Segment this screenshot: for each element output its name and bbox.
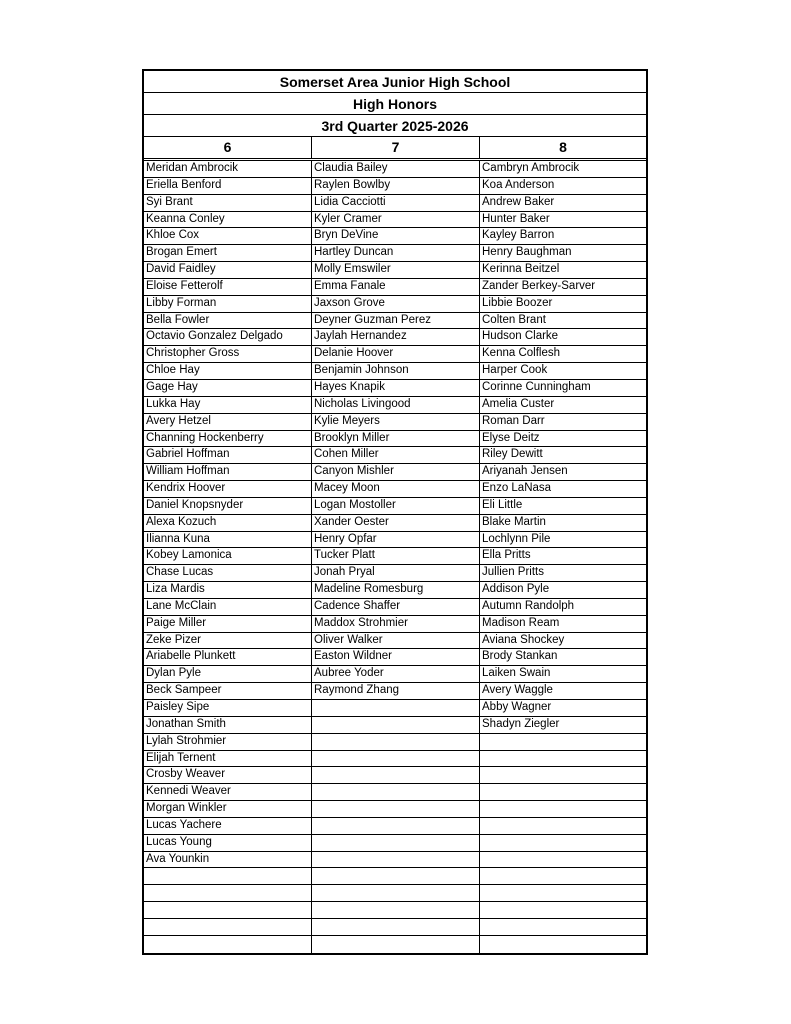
table-row bbox=[144, 734, 646, 751]
grade-6-student-cell: Channing Hockenberry bbox=[144, 431, 312, 447]
honor-title: High Honors bbox=[144, 93, 646, 115]
grade-8-student-cell bbox=[480, 936, 646, 953]
grade-7-student-cell bbox=[312, 700, 480, 716]
grade-7-student-cell: Xander Oester bbox=[312, 515, 480, 531]
table-row bbox=[144, 801, 646, 818]
grade-8-student-cell: Ariyanah Jensen bbox=[482, 465, 568, 478]
grade-8-student-cell: Harper Cook bbox=[482, 364, 548, 377]
table-row bbox=[144, 498, 646, 515]
grade-7-student-cell: Hayes Knapik bbox=[312, 380, 480, 396]
grade-8-student-cell: Roman Darr bbox=[482, 414, 545, 427]
table-row bbox=[144, 212, 646, 229]
grade-6-student-cell: Lylah Strohmier bbox=[144, 734, 312, 750]
grade-8-student-cell: Kayley Barron bbox=[482, 229, 555, 242]
table-row bbox=[144, 296, 646, 313]
grade-7-student-cell: Cohen Miller bbox=[312, 447, 480, 463]
grade-6-student-cell: Bella Fowler bbox=[144, 313, 312, 329]
grade-6-student-cell: Paige Miller bbox=[144, 616, 312, 632]
grade-6-student-cell: Ariabelle Plunkett bbox=[144, 649, 312, 665]
grade-7-student-cell: Easton Wildner bbox=[312, 649, 480, 665]
grade-6-student-cell: Libby Forman bbox=[144, 296, 312, 312]
table-row bbox=[144, 683, 646, 700]
table-row bbox=[144, 447, 646, 464]
grade-6-student-cell: Lucas Yachere bbox=[144, 818, 312, 834]
grade-6-student-cell: Octavio Gonzalez Delgado bbox=[144, 329, 312, 345]
table-row bbox=[144, 700, 646, 717]
table-row bbox=[144, 835, 646, 852]
table-row bbox=[144, 548, 646, 565]
table-row bbox=[144, 380, 646, 397]
grade-7-student-cell: Raylen Bowlby bbox=[312, 178, 480, 194]
grade-8-student-cell: Henry Baughman bbox=[482, 246, 572, 259]
grade-6-student-cell: David Faidley bbox=[144, 262, 312, 278]
table-row bbox=[144, 481, 646, 498]
grade-7-student-cell: Nicholas Livingood bbox=[312, 397, 480, 413]
grade-8-student-cell bbox=[480, 885, 646, 901]
grade-6-student-cell: Dylan Pyle bbox=[144, 666, 312, 682]
table-row bbox=[144, 329, 646, 346]
grade-6-student-cell: Chase Lucas bbox=[144, 565, 312, 581]
table-row bbox=[144, 616, 646, 633]
table-row bbox=[144, 852, 646, 869]
grade-6-student-cell: Avery Hetzel bbox=[144, 414, 312, 430]
grade-6-student-cell bbox=[144, 936, 312, 953]
grade-7-student-cell bbox=[312, 902, 480, 918]
grade-6-student-cell: Morgan Winkler bbox=[144, 801, 312, 817]
table-row bbox=[144, 717, 646, 734]
grade-7-student-cell: Kylie Meyers bbox=[312, 414, 480, 430]
grade-6-student-cell: Kendrix Hoover bbox=[144, 481, 312, 497]
table-row bbox=[144, 515, 646, 532]
grade-7-student-cell: Jonah Pryal bbox=[312, 565, 480, 581]
grade-8-student-cell: Brody Stankan bbox=[482, 650, 558, 663]
grade-8-student-cell: Colten Brant bbox=[482, 313, 546, 326]
grade-8-header: 8 bbox=[559, 139, 567, 155]
grade-8-student-cell: Laiken Swain bbox=[482, 667, 551, 680]
table-row bbox=[144, 532, 646, 549]
table-row bbox=[144, 178, 646, 195]
grade-8-student-cell: Elyse Deitz bbox=[482, 431, 540, 444]
grade-7-student-cell: Jaylah Hernandez bbox=[312, 329, 480, 345]
grade-7-student-cell bbox=[312, 751, 480, 767]
grade-8-student-cell: Jullien Pritts bbox=[482, 566, 544, 579]
table-row bbox=[144, 245, 646, 262]
grade-6-student-cell: Brogan Emert bbox=[144, 245, 312, 261]
grade-6-student-cell: Crosby Weaver bbox=[144, 767, 312, 783]
table-row bbox=[144, 464, 646, 481]
grade-8-student-cell: Autumn Randolph bbox=[482, 599, 575, 612]
grade-7-student-cell: Claudia Bailey bbox=[312, 161, 480, 177]
grade-8-student-cell: Kerinna Beitzel bbox=[482, 263, 560, 276]
grade-6-student-cell: Elijah Ternent bbox=[144, 751, 312, 767]
grade-8-student-cell: Ella Pritts bbox=[482, 549, 531, 562]
table-row bbox=[144, 228, 646, 245]
grade-7-student-cell: Logan Mostoller bbox=[312, 498, 480, 514]
grade-6-student-cell: Khloe Cox bbox=[144, 228, 312, 244]
grade-6-student-cell: Ilianna Kuna bbox=[144, 532, 312, 548]
table-row bbox=[144, 633, 646, 650]
grade-6-student-cell bbox=[144, 919, 312, 935]
grade-7-student-cell: Madeline Romesburg bbox=[312, 582, 480, 598]
grade-7-student-cell: Henry Opfar bbox=[312, 532, 480, 548]
table-row bbox=[144, 414, 646, 431]
grade-8-student-cell: Amelia Custer bbox=[482, 397, 555, 410]
grade-7-student-cell bbox=[312, 818, 480, 834]
table-row bbox=[144, 279, 646, 296]
grade-7-student-cell: Molly Emswiler bbox=[312, 262, 480, 278]
grade-6-student-cell: Jonathan Smith bbox=[144, 717, 312, 733]
grade-6-student-cell: Zeke Pizer bbox=[144, 633, 312, 649]
grade-8-student-cell: Libbie Boozer bbox=[482, 296, 553, 309]
grade-6-student-cell bbox=[144, 868, 312, 884]
grade-6-student-cell: Gabriel Hoffman bbox=[144, 447, 312, 463]
grade-8-student-cell: Koa Anderson bbox=[482, 178, 555, 191]
grade-8-student-cell bbox=[480, 919, 646, 935]
grade-6-student-cell: Liza Mardis bbox=[144, 582, 312, 598]
grade-7-student-cell: Bryn DeVine bbox=[312, 228, 480, 244]
grade-6-student-cell: Beck Sampeer bbox=[144, 683, 312, 699]
table-row bbox=[144, 767, 646, 784]
grade-7-student-cell: Maddox Strohmier bbox=[312, 616, 480, 632]
table-row bbox=[144, 885, 646, 902]
table-row bbox=[144, 818, 646, 835]
grade-8-student-cell: Cambryn Ambrocik bbox=[482, 162, 580, 174]
grade-7-student-cell: Brooklyn Miller bbox=[312, 431, 480, 447]
grade-7-student-cell: Cadence Shaffer bbox=[312, 599, 480, 615]
table-row bbox=[144, 751, 646, 768]
table-row bbox=[144, 313, 646, 330]
grade-7-student-cell: Oliver Walker bbox=[312, 633, 480, 649]
grade-7-student-cell bbox=[312, 801, 480, 817]
grade-7-student-cell bbox=[312, 734, 480, 750]
grade-6-student-cell: Daniel Knopsnyder bbox=[144, 498, 312, 514]
table-row bbox=[144, 161, 646, 178]
grade-6-student-cell: Chloe Hay bbox=[144, 363, 312, 379]
grade-6-student-cell: Lucas Young bbox=[144, 835, 312, 851]
term-title: 3rd Quarter 2025-2026 bbox=[144, 115, 646, 137]
grade-7-student-cell bbox=[312, 936, 480, 953]
grade-7-student-cell: Jaxson Grove bbox=[312, 296, 480, 312]
grade-8-student-cell: Corinne Cunningham bbox=[482, 380, 591, 393]
grade-8-student-cell bbox=[480, 734, 646, 750]
grade-8-student-cell: Lochlynn Pile bbox=[482, 532, 551, 545]
grade-header-row bbox=[144, 137, 646, 161]
grade-8-student-cell: Aviana Shockey bbox=[482, 633, 565, 646]
school-title: Somerset Area Junior High School bbox=[144, 71, 646, 93]
grade-6-student-cell: Gage Hay bbox=[144, 380, 312, 396]
grade-8-student-cell: Addison Pyle bbox=[482, 583, 550, 596]
grade-6-student-cell bbox=[144, 902, 312, 918]
table-row bbox=[144, 582, 646, 599]
grade-8-student-cell bbox=[480, 902, 646, 918]
table-row bbox=[144, 346, 646, 363]
grade-6-student-cell: Alexa Kozuch bbox=[144, 515, 312, 531]
grade-7-student-cell: Delanie Hoover bbox=[312, 346, 480, 362]
table-row bbox=[144, 397, 646, 414]
grade-7-student-cell bbox=[312, 919, 480, 935]
grade-7-student-cell: Lidia Cacciotti bbox=[312, 195, 480, 211]
grade-6-student-cell: Ava Younkin bbox=[144, 852, 312, 868]
grade-7-student-cell: Macey Moon bbox=[312, 481, 480, 497]
grade-8-student-cell: Enzo LaNasa bbox=[482, 482, 552, 495]
grade-7-student-cell: Aubree Yoder bbox=[312, 666, 480, 682]
grade-8-student-cell bbox=[480, 801, 646, 817]
grade-7-student-cell: Canyon Mishler bbox=[312, 464, 480, 480]
grade-7-student-cell bbox=[312, 784, 480, 800]
student-rows bbox=[144, 161, 646, 953]
grade-7-student-cell: Tucker Platt bbox=[312, 548, 480, 564]
grade-6-student-cell: Lane McClain bbox=[144, 599, 312, 615]
table-row bbox=[144, 666, 646, 683]
grade-8-student-cell: Kenna Colflesh bbox=[482, 347, 560, 360]
grade-8-student-cell: Blake Martin bbox=[482, 515, 546, 528]
table-row bbox=[144, 784, 646, 801]
grade-6-student-cell: Eloise Fetterolf bbox=[144, 279, 312, 295]
grade-8-student-cell: Shadyn Ziegler bbox=[482, 717, 560, 730]
grade-8-student-cell bbox=[480, 767, 646, 783]
grade-7-student-cell: Deyner Guzman Perez bbox=[312, 313, 480, 329]
grade-6-student-cell: Lukka Hay bbox=[144, 397, 312, 413]
grade-8-student-cell bbox=[480, 818, 646, 834]
grade-8-student-cell bbox=[480, 835, 646, 851]
grade-6-student-cell: Paisley Sipe bbox=[144, 700, 312, 716]
table-row bbox=[144, 599, 646, 616]
grade-6-student-cell: Meridan Ambrocik bbox=[144, 161, 312, 177]
grade-7-student-cell bbox=[312, 717, 480, 733]
table-row bbox=[144, 363, 646, 380]
table-row bbox=[144, 919, 646, 936]
honor-roll-table bbox=[142, 69, 648, 955]
table-row bbox=[144, 431, 646, 448]
table-row bbox=[144, 936, 646, 953]
table-row bbox=[144, 649, 646, 666]
grade-8-student-cell bbox=[480, 784, 646, 800]
grade-8-student-cell: Abby Wagner bbox=[482, 701, 552, 713]
grade-8-student-cell: Hunter Baker bbox=[482, 212, 550, 225]
grade-7-header: 7 bbox=[312, 137, 480, 158]
grade-7-student-cell bbox=[312, 767, 480, 783]
grade-7-student-cell bbox=[312, 835, 480, 851]
grade-6-student-cell: Kennedi Weaver bbox=[144, 784, 312, 800]
table-row bbox=[144, 565, 646, 582]
grade-8-student-cell bbox=[480, 852, 646, 868]
table-row bbox=[144, 195, 646, 212]
grade-7-student-cell: Raymond Zhang bbox=[312, 683, 480, 699]
grade-6-student-cell: Keanna Conley bbox=[144, 212, 312, 228]
grade-7-student-cell: Kyler Cramer bbox=[312, 212, 480, 228]
grade-6-student-cell: Kobey Lamonica bbox=[144, 548, 312, 564]
grade-6-student-cell bbox=[144, 885, 312, 901]
grade-8-student-cell: Avery Waggle bbox=[482, 684, 553, 697]
grade-8-student-cell: Eli Little bbox=[482, 498, 523, 511]
table-row bbox=[144, 262, 646, 279]
grade-8-student-cell: Hudson Clarke bbox=[482, 330, 559, 343]
grade-6-student-cell: Eriella Benford bbox=[144, 178, 312, 194]
grade-7-student-cell: Emma Fanale bbox=[312, 279, 480, 295]
grade-8-student-cell: Madison Ream bbox=[482, 616, 560, 629]
grade-6-student-cell: Christopher Gross bbox=[144, 346, 312, 362]
grade-7-student-cell bbox=[312, 885, 480, 901]
grade-7-student-cell bbox=[312, 852, 480, 868]
table-row bbox=[144, 868, 646, 885]
table-row bbox=[144, 902, 646, 919]
grade-8-student-cell: Riley Dewitt bbox=[482, 448, 543, 461]
grade-8-student-cell bbox=[480, 751, 646, 767]
grade-8-student-cell: Zander Berkey-Sarver bbox=[482, 279, 596, 292]
grade-6-student-cell: Syi Brant bbox=[144, 195, 312, 211]
grade-7-student-cell: Benjamin Johnson bbox=[312, 363, 480, 379]
grade-6-header: 6 bbox=[144, 137, 312, 158]
grade-7-student-cell bbox=[312, 868, 480, 884]
grade-8-student-cell: Andrew Baker bbox=[482, 195, 555, 208]
grade-7-student-cell: Hartley Duncan bbox=[312, 245, 480, 261]
grade-6-student-cell: William Hoffman bbox=[144, 464, 312, 480]
grade-8-student-cell bbox=[480, 868, 646, 884]
